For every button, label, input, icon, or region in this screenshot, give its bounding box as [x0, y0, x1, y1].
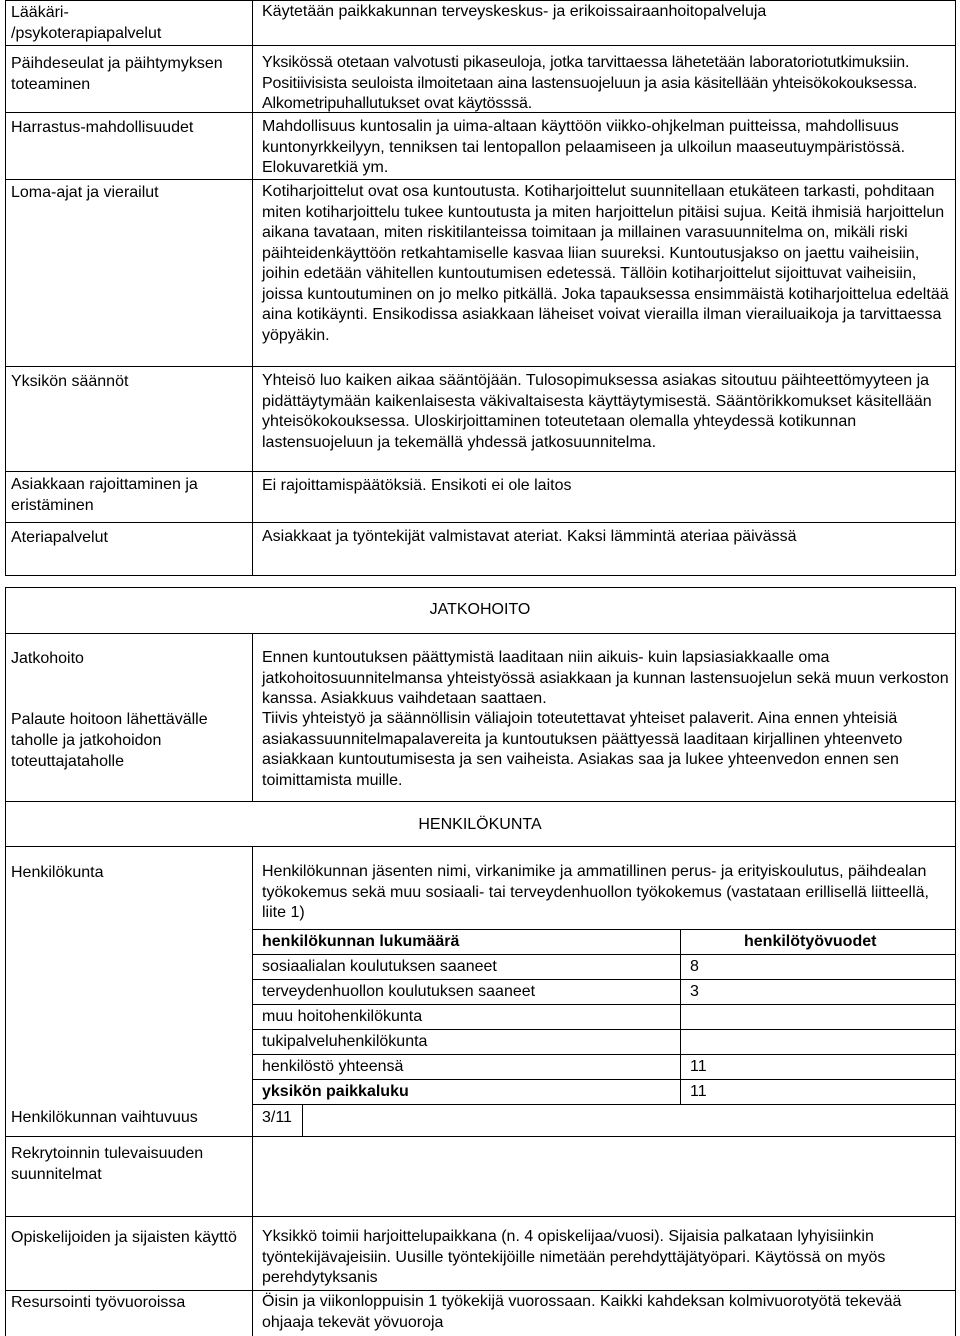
row-label-henkilokunta: Henkilökunta — [11, 864, 104, 881]
row-text-restriction: Ei rajoittamispäätöksiä. Ensikoti ei ole laitos — [262, 477, 572, 494]
row-label-shifts: Resursointi työvuoroissa — [11, 1294, 186, 1311]
row-text-students: Yksikkö toimii harjoittelupaikkana (n. 4 opiskelijaa/vuosi). Sijaisia palkataan lyhyisiinkin työntekijävajeisiin. Uusille työntekijöille nimetään perehdyttäjätyöpari. Käytössä on myös perehdytyksanis — [262, 1228, 886, 1286]
staff-table-row-line — [252, 1054, 956, 1055]
row-label-screening: Päihdeseulat ja päihtymyksen toteaminen — [11, 55, 223, 93]
row-label-rules: Yksikön säännöt — [11, 373, 129, 390]
staff-value: 11 — [690, 1058, 707, 1075]
row-divider — [5, 45, 956, 46]
row-text-jatkohoito: Ennen kuntoutuksen päättymistä laaditaan niin aikuis- kuin lapsiasiakkaalle oma jatkohoitosuunnitelmansa yhteistyössä asiakkaan ja kunnan lastensuojelun sekä muun verkoston kanssa. Asiakkuus vaihdetaan saattaen. — [262, 649, 949, 707]
row-label-students: Opiskelijoiden ja sijaisten käyttö — [11, 1229, 237, 1246]
section-heading-henkilokunta: HENKILÖKUNTA — [418, 816, 542, 833]
row-label-recruitment: Rekrytoinnin tulevaisuuden suunnitelmat — [11, 1145, 204, 1183]
staff-label: terveydenhuollon koulutuksen saaneet — [262, 983, 536, 1000]
row-text-screening: Yksikössä otetaan valvotusti pikaseuloja, jotka tarvittaessa lähetetään laboratoriotutkimuksiin. Positiivisista seuloista ilmoitetaan aina lastensuojeluun ja asia käsitellään yhteisökokouksessa. Alkometripuhallutukset ovat käytösssä. — [262, 54, 918, 112]
staff-table-column — [680, 929, 681, 1104]
staff-years-header: henkilötyövuodet — [744, 933, 877, 950]
staff-label: sosiaalialan koulutuksen saaneet — [262, 958, 497, 975]
staff-label: tukipalveluhenkilökunta — [262, 1033, 428, 1050]
section-border-right — [955, 587, 956, 1336]
staff-value: 11 — [690, 1083, 707, 1100]
row-text-feedback: Tiivis yhteistyö ja säännöllisin väliajoin toteutettavat yhteiset palaverit. Aina ennen yhteisiä asiakassuunnitelmapalavereita ja kuntoutuksen päättyessä laaditaan kirjallinen yhteenveto asiakkaan kuntoutumisesta ja sen vaiheista. Asiakas saa ja lukee yhteenvedon ennen sen toimittamista muille. — [262, 710, 903, 789]
row-text-doctor: Käytetään paikkakunnan terveyskeskus- ja erikoissairaanhoitopalveluja — [262, 3, 767, 20]
row-divider — [5, 846, 956, 847]
table-border-top — [5, 0, 956, 1]
row-label-turnover: Henkilökunnan vaihtuvuus — [11, 1109, 198, 1126]
staff-label: muu hoitohenkilökunta — [262, 1008, 423, 1025]
section-heading-jatkohoito: JATKOHOITO — [429, 601, 531, 618]
staff-table-row-line — [252, 1079, 956, 1080]
staff-table-border — [252, 929, 956, 930]
row-divider — [5, 1290, 956, 1291]
staff-label: yksikön paikkaluku — [262, 1083, 409, 1100]
column-divider — [252, 633, 253, 801]
row-text-shifts: Öisin ja viikonloppuisin 1 työkekijä vuorossaan. Kaikki kahdeksan kolmivuorotyötä tekevää ohjaaja tekevät yövuoroja — [262, 1293, 902, 1331]
row-text-hobbies: Mahdollisuus kuntosalin ja uima-altaan käyttöön viikko-ohjkelman puitteissa, mahdollisuus kuntonyrkkeilyyn, tenniksen tai lentopallon pelaamiseen ja ulkoilun maaseutuympäristössä. Elokuvaretkiä ym. — [262, 118, 906, 176]
row-label-hobbies: Harrastus-mahdollisuudet — [11, 119, 194, 136]
row-divider — [5, 633, 956, 634]
staff-table-border — [252, 1104, 956, 1105]
staff-value: 8 — [690, 958, 699, 975]
row-label-holidays: Loma-ajat ja vierailut — [11, 184, 159, 201]
row-label-feedback: Palaute hoitoon lähettävälle taholle ja jatkohoidon toteuttajataholle — [11, 711, 208, 770]
staff-label: henkilöstö yhteensä — [262, 1058, 404, 1075]
row-label-restriction: Asiakkaan rajoittaminen ja eristäminen — [11, 476, 198, 514]
column-divider — [252, 0, 253, 575]
row-divider — [5, 522, 956, 523]
staff-table-row-line — [252, 954, 956, 955]
column-divider — [252, 846, 253, 1336]
table-border-right — [955, 0, 956, 575]
row-text-holidays: Kotiharjoittelut ovat osa kuntoutusta. Kotiharjoittelut suunnitellaan etukäteen tarkasti, pohditaan miten kotiharjoittelu tukee kuntoutusta ja miten harjoittelun pitäisi sujua. Keitä ihmisiä harjoittelun aikana tavataan, miten riskitilanteissa toimitaan ja millainen varasuunnitelma on, mikäli riski päihteidenkäyttöön retkahtamiselle kasvaa liian suureksi. Kuntoutusjakso on jaettu vaiheisiin, joihin edetään vähitellen kuntoutumisen edetessä. Tällöin kotiharjoittelut sijoittuvat vaiheisiin, joissa kuntoutuminen on jo melko pitkällä. Joka tapauksessa ensimmäistä kotiharjoittelua edeltää aina kotikäynti. Ensikodissa asiakkaan läheiset voivat vierailla ilman vierailuaikoja ja tarvittaessa yöpyäkin. — [262, 183, 949, 344]
staff-value: 3 — [690, 983, 699, 1000]
staff-table-row-line — [252, 1029, 956, 1030]
row-divider — [5, 179, 956, 180]
section-border-left — [5, 587, 6, 1336]
row-text-henkilokunta: Henkilökunnan jäsenten nimi, virkanimike ja ammatillinen perus- ja erityiskoulutus, päihdealan työkokemus sekä muu sosiaali- tai terveydenhuollon työkokemus (vastataan erillisellä liitteellä, liite 1) — [262, 863, 929, 921]
row-divider — [5, 1136, 956, 1137]
row-divider — [5, 1216, 956, 1217]
staff-count-header: henkilökunnan lukumäärä — [262, 933, 460, 950]
row-divider — [5, 366, 956, 367]
row-text-rules: Yhteisö luo kaiken aikaa sääntöjään. Tulosopimuksessa asiakas sitoutuu päihteettömyyteen ja pidättäytymään kaikenlaisesta väkivaltaisesta käyttäytymisestä. Sääntörikkomukset käsitellään yhteisökokouksessa. Uloskirjoittaminen toteutetaan olemalla yhteydessä kotikunnan lastensuojeluun ja tekemällä yhdessä jatkosuunnitelma. — [262, 372, 932, 451]
staff-table-row-line — [252, 1004, 956, 1005]
section-border-top — [5, 587, 956, 588]
table-border-bottom — [5, 575, 956, 576]
turnover-divider — [302, 1104, 303, 1136]
table-border-left — [5, 0, 6, 575]
row-label-doctor: Lääkäri- /psykoterapiapalvelut — [11, 4, 162, 42]
row-label-jatkohoito: Jatkohoito — [11, 650, 84, 667]
row-label-meals: Ateriapalvelut — [11, 529, 108, 546]
row-divider — [5, 801, 956, 802]
row-text-meals: Asiakkaat ja työntekijät valmistavat ateriat. Kaksi lämmintä ateriaa päivässä — [262, 528, 797, 545]
row-divider — [5, 471, 956, 472]
row-text-turnover: 3/11 — [262, 1109, 292, 1126]
staff-table-row-line — [252, 979, 956, 980]
